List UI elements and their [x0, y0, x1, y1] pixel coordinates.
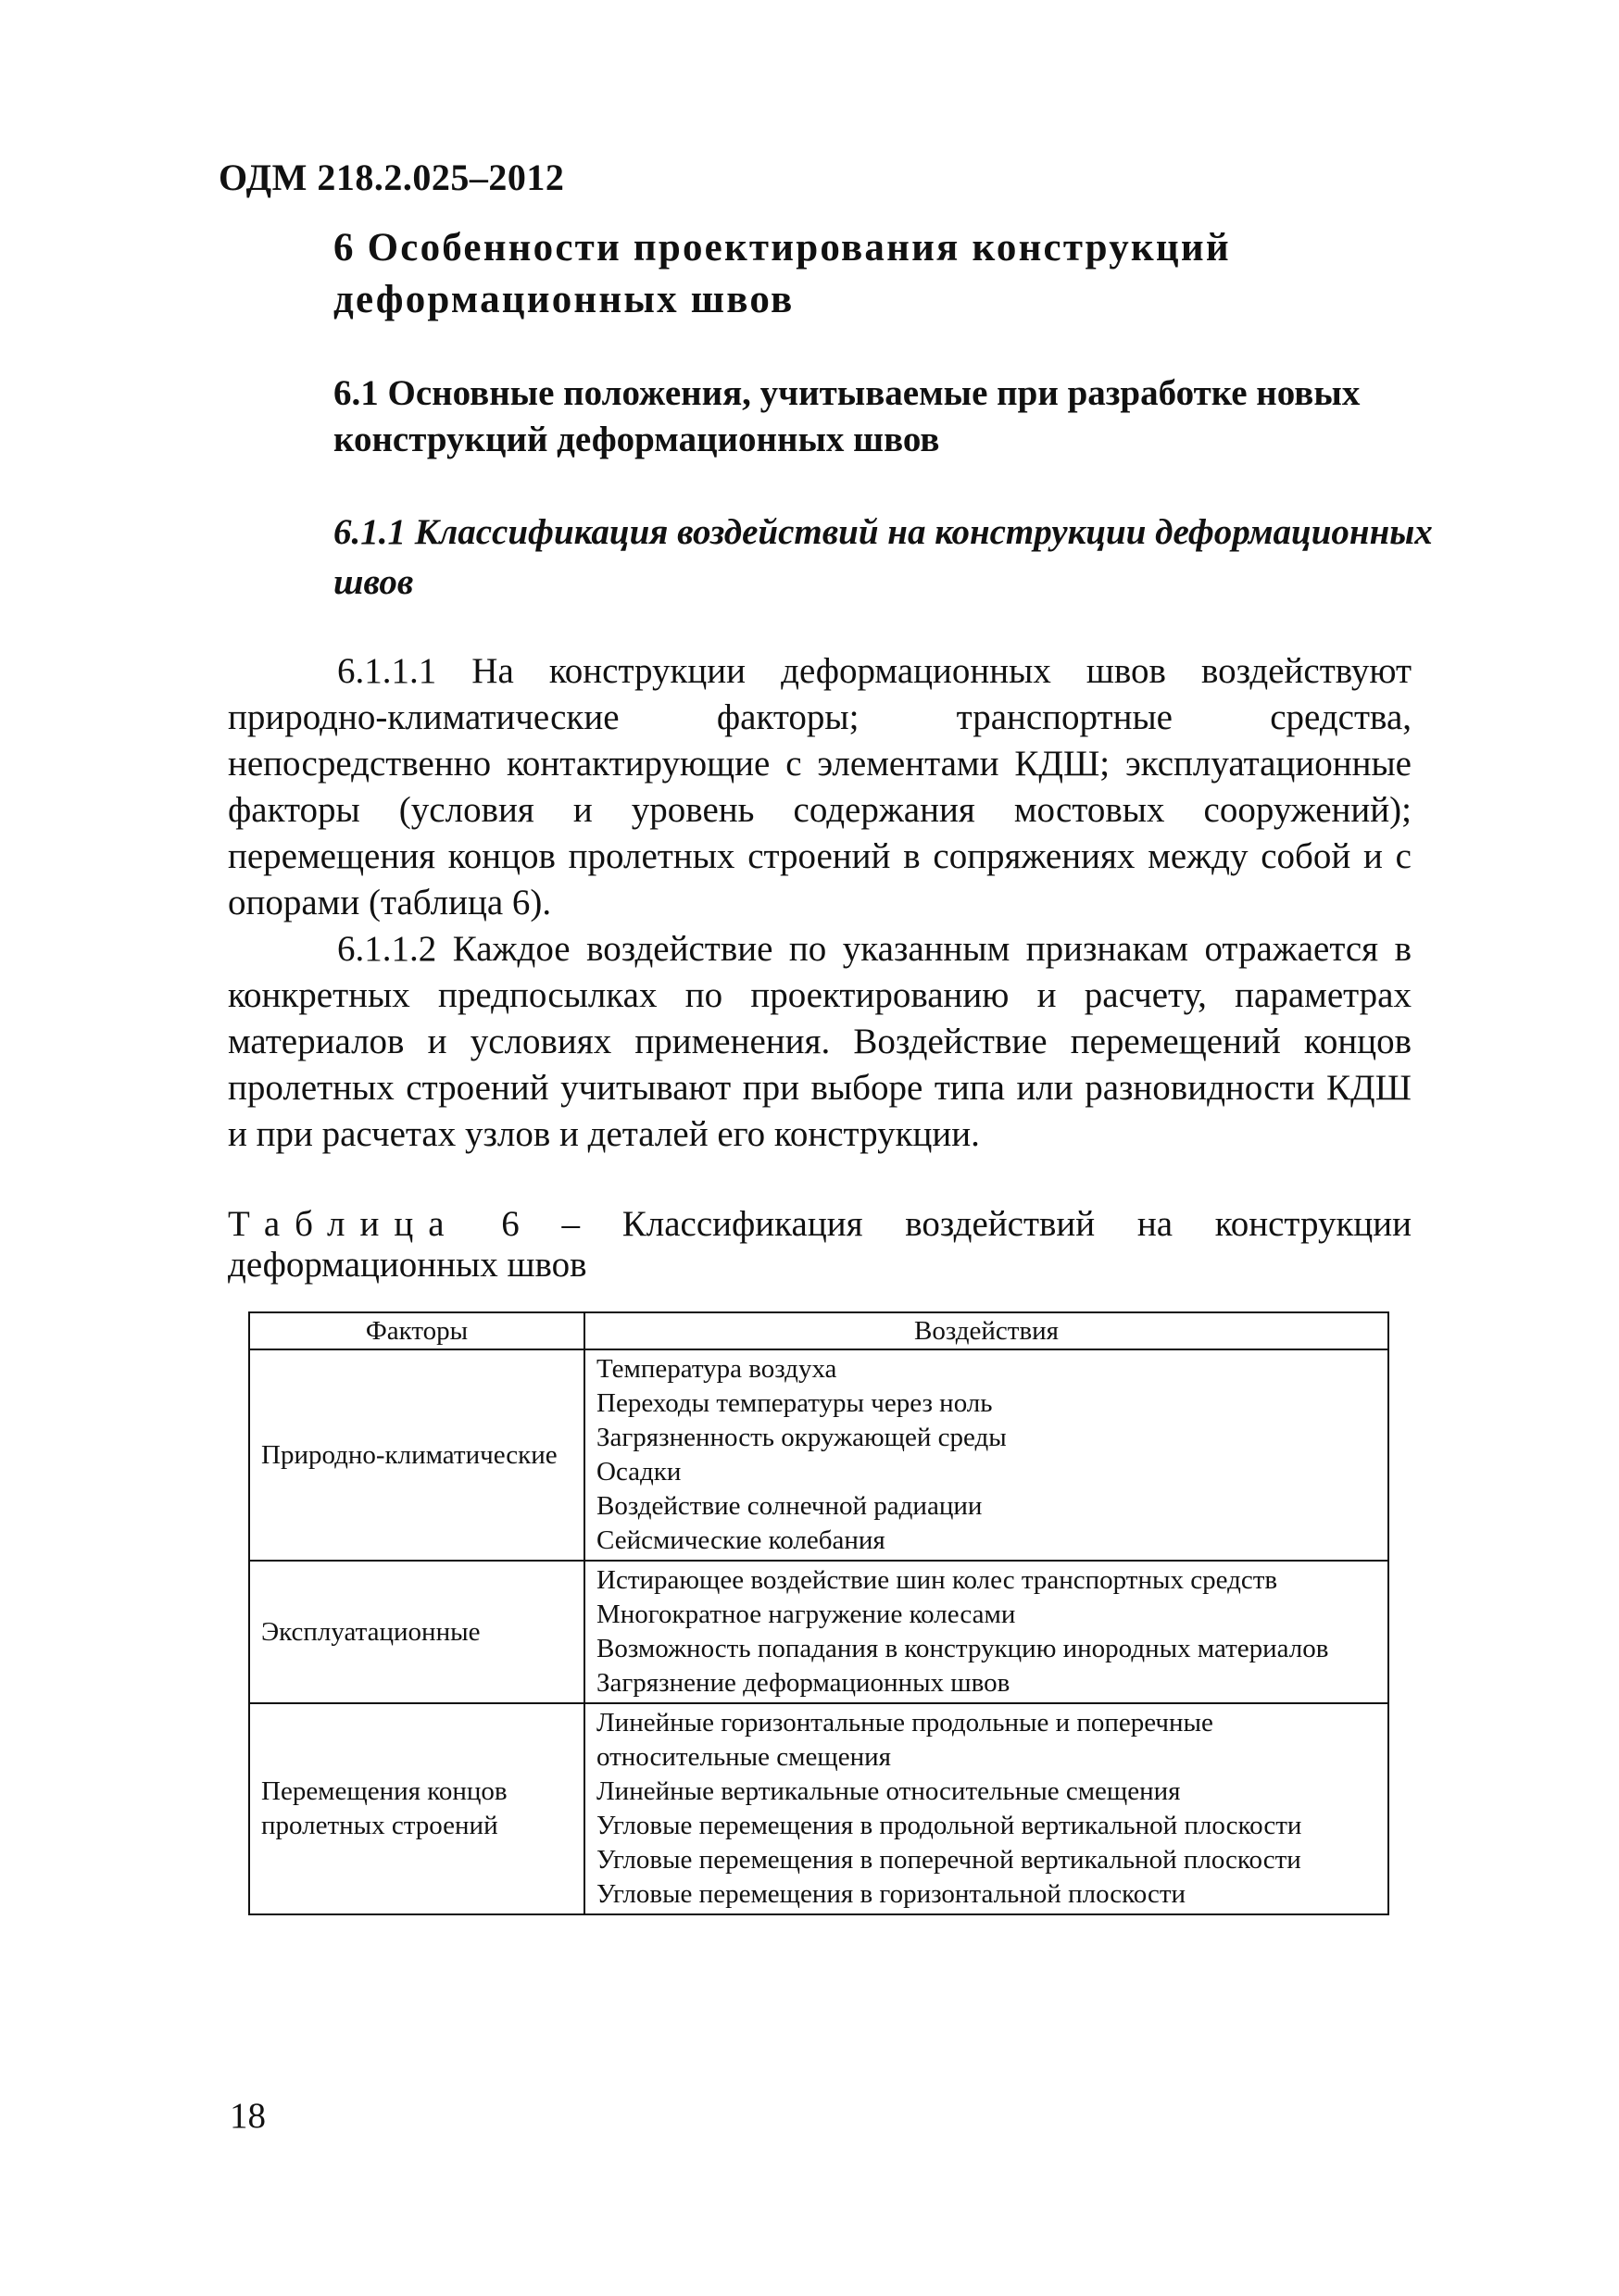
- effect-item: Угловые перемещения в продольной вертикальной плоскости: [596, 1811, 1302, 1840]
- subsection-title: 6.1 Основные положения, учитываемые при разработке новых конструкций деформационных швов: [333, 373, 1361, 459]
- table-row: [249, 1349, 1388, 1561]
- effects-list: [596, 1562, 1376, 1702]
- paragraph-6-1-1-1: 6.1.1.1 На конструкции деформационных швов воздействуют природно-климатические факторы; транспортные средства, непосредственно контактирующие с элементами КДШ; эксплуатационные факторы (условия и уровень содержания мостовых сооружений); перемещения концов пролетных строений в сопряжениях между собой и с опорами (таблица 6).: [228, 651, 1412, 922]
- table-caption-text: 6 – Классификация воздействий на конструкции деформационных швов: [228, 1204, 1412, 1285]
- effect-item: Возможность попадания в конструкцию инородных материалов: [596, 1634, 1329, 1663]
- effects-list: [596, 1704, 1376, 1913]
- table-row: [249, 1703, 1388, 1914]
- classification-table: [248, 1311, 1389, 1915]
- effects-list: [596, 1350, 1376, 1560]
- section-title: 6 Особенности проектирования конструкций деформационных швов: [333, 226, 1231, 321]
- document-code: ОДМ 218.2.025–2012: [219, 157, 565, 198]
- effects-cell: [584, 1349, 1388, 1561]
- effect-item: Сейсмические колебания: [596, 1525, 885, 1555]
- header-factors: Факторы: [249, 1312, 584, 1349]
- table-header-row: [249, 1312, 1388, 1349]
- effect-item: Загрязненность окружающей среды: [596, 1423, 1007, 1452]
- effect-item: Загрязнение деформационных швов: [596, 1668, 1010, 1698]
- effect-item: Угловые перемещения в поперечной вертикальной плоскости: [596, 1845, 1301, 1875]
- effect-item: Линейные горизонтальные продольные и поперечные относительные смещения: [596, 1708, 1213, 1772]
- table-row: [249, 1561, 1388, 1703]
- effect-item: Истирающее воздействие шин колес транспортных средств: [596, 1565, 1278, 1595]
- effect-item: Угловые перемещения в горизонтальной плоскости: [596, 1879, 1186, 1909]
- effect-item: Воздействие солнечной радиации: [596, 1491, 983, 1521]
- effects-cell: [584, 1561, 1388, 1703]
- effect-item: Многократное нагружение колесами: [596, 1600, 1016, 1629]
- page-number: 18: [230, 2096, 266, 2136]
- table-caption: [228, 1204, 1412, 1286]
- effect-item: Температура воздуха: [596, 1354, 837, 1384]
- header-effects: Воздействия: [584, 1312, 1388, 1349]
- factor-cell: Перемещения концов пролетных строений: [249, 1703, 584, 1914]
- effect-item: Осадки: [596, 1457, 682, 1487]
- effect-item: Линейные вертикальные относительные смещения: [596, 1776, 1181, 1806]
- body-text: [228, 648, 1412, 1158]
- table-caption-label: Таблица: [228, 1204, 459, 1244]
- effect-item: Переходы температуры через ноль: [596, 1388, 993, 1418]
- effects-cell: [584, 1703, 1388, 1914]
- factor-cell: Эксплуатационные: [249, 1561, 584, 1703]
- paragraph-6-1-1-2: 6.1.1.2 Каждое воздействие по указанным признакам отражается в конкретных предпосылках по проектированию и расчету, параметрах материалов и условиях применения. Воздействие перемещений концов пролетных строений учитывают при выборе типа или разновидности КДШ и при расчетах узлов и деталей его конструкции.: [228, 929, 1412, 1154]
- factor-cell: Природно-климатические: [249, 1349, 584, 1561]
- subsubsection-title: 6.1.1 Классификация воздействий на конструкции деформационных швов: [333, 512, 1433, 602]
